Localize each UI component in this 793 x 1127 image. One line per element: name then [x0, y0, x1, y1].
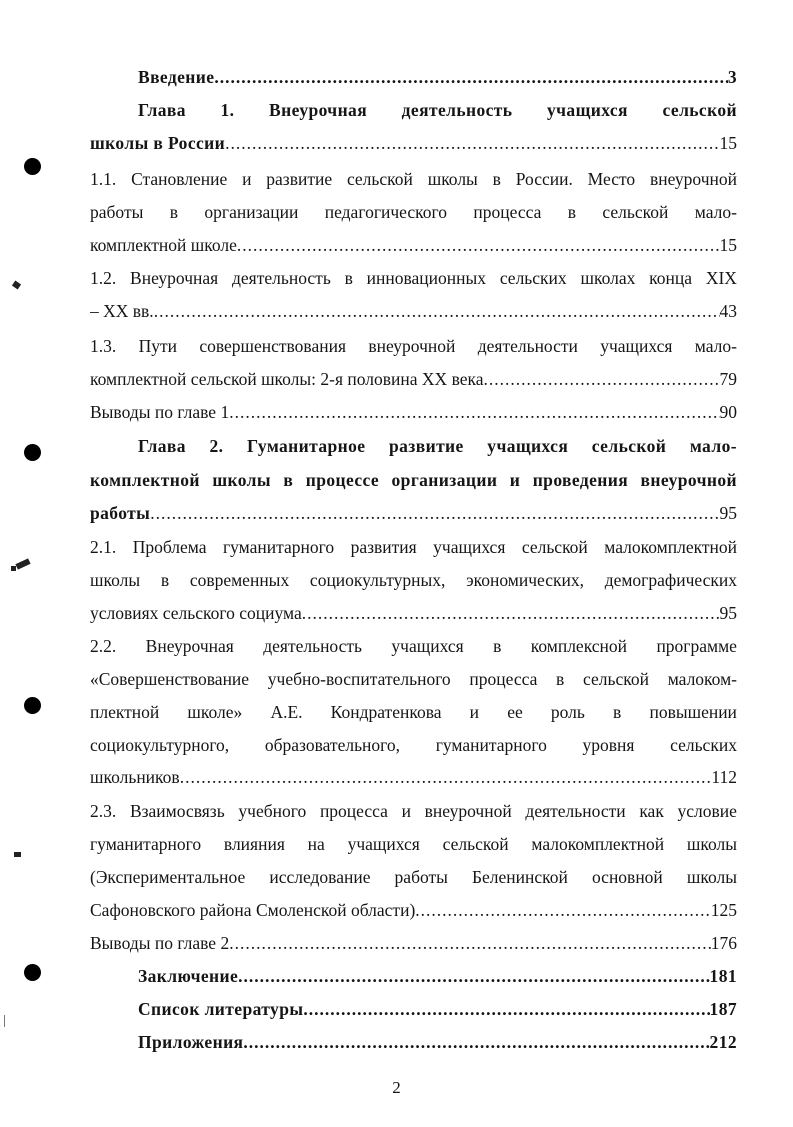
toc-section-2-3-line1[interactable]: 2.3. Взаимосвязь учебного процесса и внеурочной деятельности как условие: [90, 801, 737, 821]
toc-section-1-2-line2[interactable]: – XX вв. ..... 43: [90, 295, 737, 328]
toc-section-2-1-line1[interactable]: 2.1. Проблема гуманитарного развития учащихся сельской малокомплектной: [90, 537, 737, 557]
scan-speck: [15, 558, 30, 569]
toc-entry-references[interactable]: Список литературы ..... 187: [138, 993, 737, 1026]
scan-speck: [4, 1015, 5, 1027]
toc-chapter2-line1[interactable]: Глава 2. Гуманитарное развитие учащихся сельской мало-: [138, 436, 737, 456]
scan-speck: [12, 281, 21, 290]
page-number: 2: [392, 1078, 401, 1097]
toc-section-1-1-line1[interactable]: 1.1. Становление и развитие сельской школы в России. Место внеурочной: [90, 169, 737, 189]
toc-section-1-1-line2[interactable]: работы в организации педагогического процесса в сельской мало-: [90, 202, 737, 222]
toc-entry-intro[interactable]: Введение ..... 3: [138, 61, 737, 94]
punch-hole: [24, 444, 41, 461]
toc-section-2-2-line2[interactable]: «Совершенствование учебно-воспитательного процесса в сельской малоком-: [90, 669, 737, 689]
toc-section-2-2-line1[interactable]: 2.2. Внеурочная деятельность учащихся в комплексной программе: [90, 636, 737, 656]
toc-section-2-2-line3[interactable]: плектной школе» А.Е. Кондратенкова и ее роль в повышении: [90, 702, 737, 722]
toc-section-2-1-line3[interactable]: условиях сельского социума ..... 95: [90, 597, 737, 630]
toc-section-1-2-line1[interactable]: 1.2. Внеурочная деятельность в инновационных сельских школах конца XIX: [90, 268, 737, 288]
toc-section-1-3-line2[interactable]: комплектной сельской школы: 2-я половина XX века ..... 79: [90, 363, 737, 396]
toc-section-2-3-line3[interactable]: (Экспериментальное исследование работы Беленинской основной школы: [90, 867, 737, 887]
toc-entry-conclusions-ch1[interactable]: Выводы по главе 1 ..... 90: [90, 396, 737, 429]
toc-section-2-2-line5[interactable]: школьников ..... 112: [90, 761, 737, 794]
toc-section-1-3-line1[interactable]: 1.3. Пути совершенствования внеурочной деятельности учащихся мало-: [90, 336, 737, 356]
toc-section-2-3-line4[interactable]: Сафоновского района Смоленской области) ..... 125: [90, 894, 737, 927]
toc-chapter1-line1[interactable]: Глава 1. Внеурочная деятельность учащихся сельской: [138, 100, 737, 120]
scan-speck: [14, 852, 21, 857]
punch-hole: [24, 964, 41, 981]
toc-section-2-3-line2[interactable]: гуманитарного влияния на учащихся сельской малокомплектной школы: [90, 834, 737, 854]
toc-chapter2-line2[interactable]: комплектной школы в процессе организации и проведения внеурочной: [90, 470, 737, 490]
punch-hole: [24, 697, 41, 714]
toc-entry-conclusions-ch2[interactable]: Выводы по главе 2 ..... 176: [90, 927, 737, 960]
toc-section-2-2-line4[interactable]: социокультурного, образовательного, гуманитарного уровня сельских: [90, 735, 737, 755]
scan-speck: [11, 566, 16, 571]
toc-entry-conclusion[interactable]: Заключение ..... 181: [138, 960, 737, 993]
toc-chapter2-line3[interactable]: работы ..... 95: [90, 497, 737, 530]
toc-section-2-1-line2[interactable]: школы в современных социокультурных, экономических, демографических: [90, 570, 737, 590]
punch-hole: [24, 158, 41, 175]
toc-section-1-1-line3[interactable]: комплектной школе ..... 15: [90, 229, 737, 262]
toc-chapter1-line2[interactable]: школы в России ..... 15: [90, 127, 737, 160]
toc-entry-appendices[interactable]: Приложения ..... 212: [138, 1026, 737, 1059]
